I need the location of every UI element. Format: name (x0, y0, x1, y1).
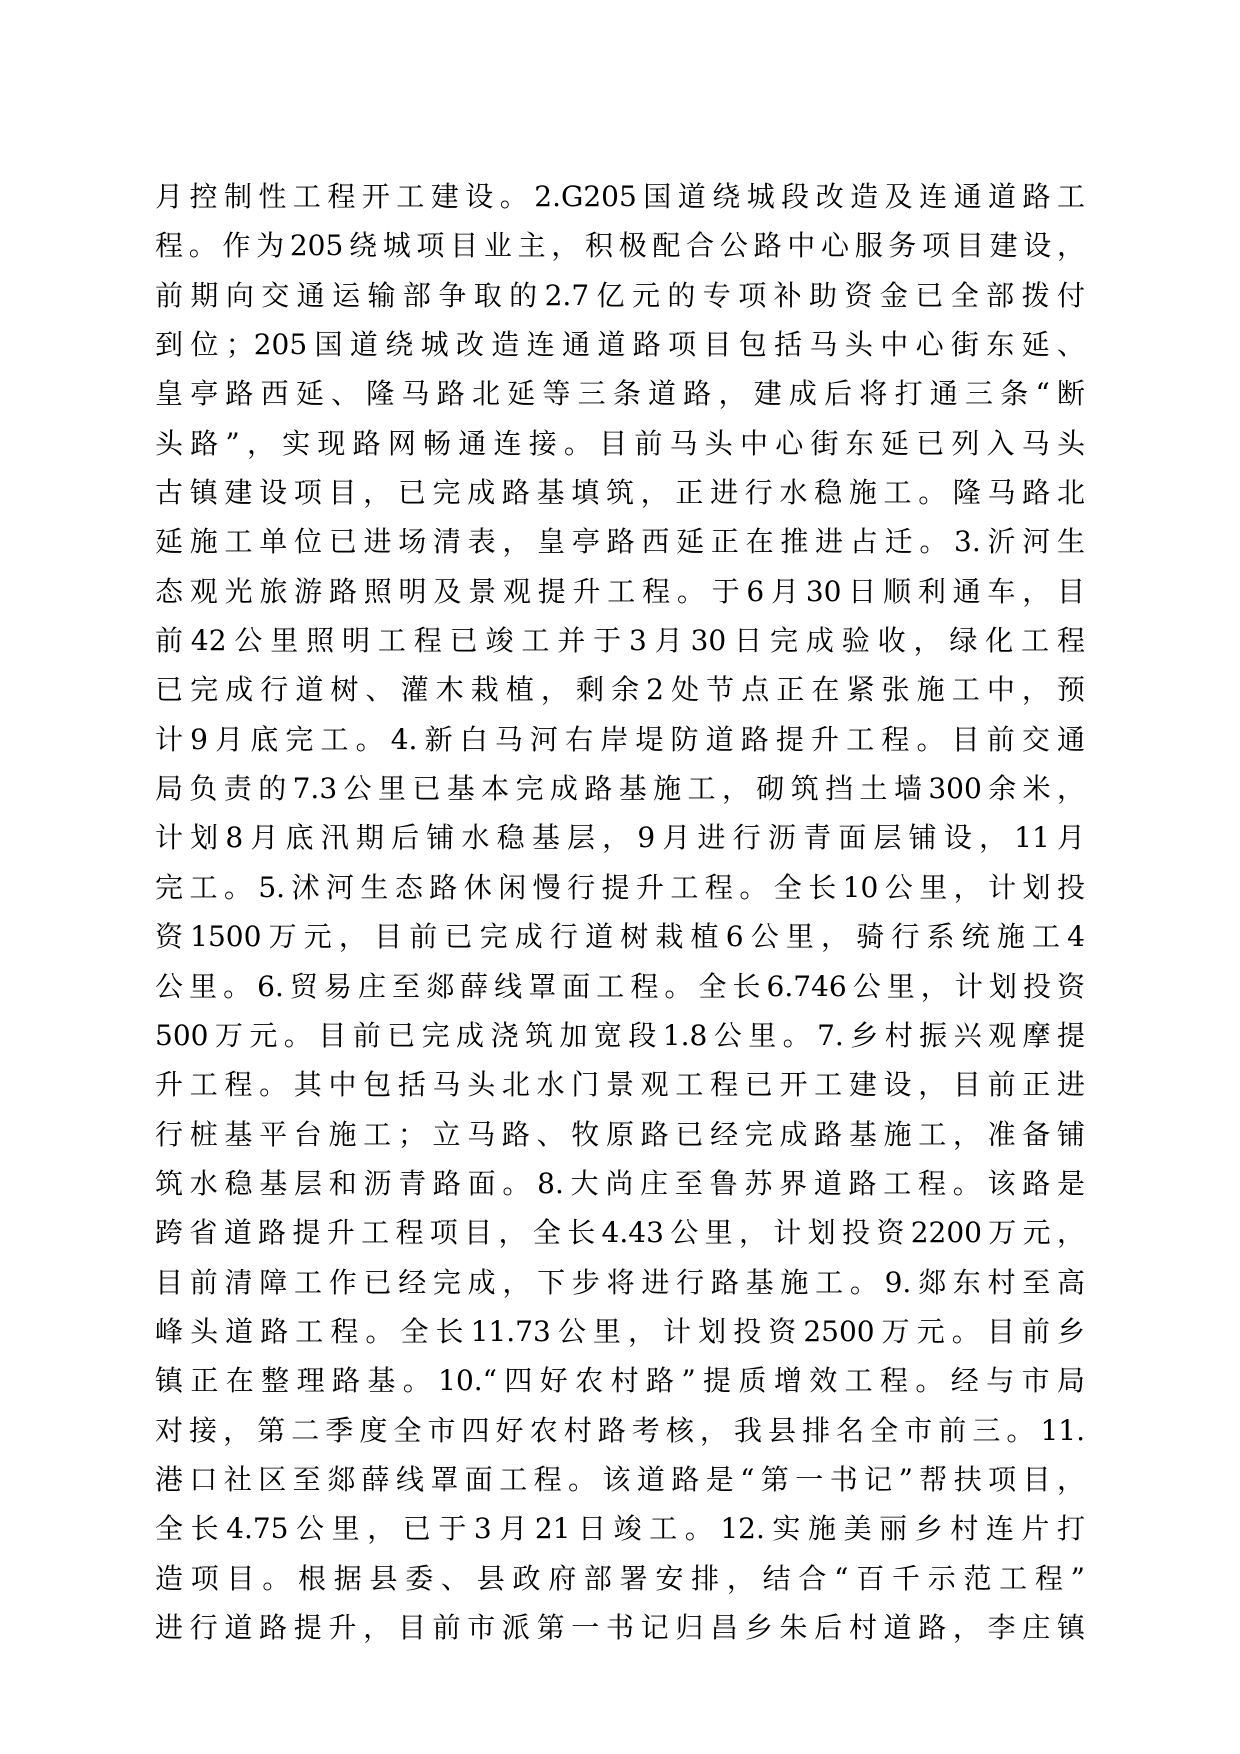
text-line-21: 筑水稳基层和沥青路面。8.大尚庄至鲁苏界道路工程。该路是 (155, 1166, 1085, 1200)
text-line-14: 计划8月底汛期后铺水稳基层，9月进行沥青面层铺设，11月 (155, 821, 1085, 855)
text-line-17: 公里。6.贸易庄至郯薛线罩面工程。全长6.746公里，计划投资 (155, 969, 1085, 1003)
text-line-13: 局负责的7.3公里已基本完成路基施工，砌筑挡土墙300余米， (155, 772, 1085, 806)
text-line-12: 计9月底完工。4.新白马河右岸堤防道路提升工程。目前交通 (155, 722, 1085, 756)
text-line-8: 延施工单位已进场清表，皇亭路西延正在推进占迁。3.沂河生 (155, 525, 1085, 559)
text-line-7: 古镇建设项目，已完成路基填筑，正进行水稳施工。隆马路北 (155, 476, 1085, 510)
text-line-26: 对接，第二季度全市四好农村路考核，我县排名全市前三。11. (155, 1413, 1085, 1447)
text-line-18: 500万元。目前已完成浇筑加宽段1.8公里。7.乡村振兴观摩提 (155, 1018, 1085, 1052)
text-line-27: 港口社区至郯薛线罩面工程。该道路是“第一书记”帮扶项目， (155, 1462, 1085, 1496)
text-line-10: 前42公里照明工程已竣工并于3月30日完成验收，绿化工程 (155, 624, 1085, 658)
text-line-25: 镇正在整理路基。10.“四好农村路”提质增效工程。经与市局 (155, 1364, 1085, 1398)
text-line-22: 跨省道路提升工程项目，全长4.43公里，计划投资2200万元， (155, 1216, 1085, 1250)
text-line-29: 造项目。根据县委、县政府部署安排，结合“百千示范工程” (155, 1561, 1085, 1595)
body-text (155, 172, 1085, 1652)
text-line-16: 资1500万元，目前已完成行道树栽植6公里，骑行系统施工4 (155, 920, 1085, 954)
text-line-15: 完工。5.沭河生态路休闲慢行提升工程。全长10公里，计划投 (155, 870, 1085, 904)
text-line-11: 已完成行道树、灌木栽植，剩余2处节点正在紧张施工中，预 (155, 673, 1085, 707)
text-line-19: 升工程。其中包括马头北水门景观工程已开工建设，目前正进 (155, 1068, 1085, 1102)
text-line-4: 到位；205国道绕城改造连通道路项目包括马头中心街东延、 (155, 328, 1085, 362)
text-line-5: 皇亭路西延、隆马路北延等三条道路，建成后将打通三条“断 (155, 377, 1085, 411)
text-line-6: 头路”，实现路网畅通连接。目前马头中心街东延已列入马头 (155, 426, 1085, 460)
text-line-2: 程。作为205绕城项目业主，积极配合公路中心服务项目建设， (155, 229, 1085, 263)
text-line-3: 前期向交通运输部争取的2.7亿元的专项补助资金已全部拨付 (155, 278, 1085, 312)
text-line-28: 全长4.75公里，已于3月21日竣工。12.实施美丽乡村连片打 (155, 1512, 1085, 1546)
text-line-23: 目前清障工作已经完成，下步将进行路基施工。9.郯东村至高 (155, 1265, 1085, 1299)
text-line-9: 态观光旅游路照明及景观提升工程。于6月30日顺利通车，目 (155, 574, 1085, 608)
text-line-24: 峰头道路工程。全长11.73公里，计划投资2500万元。目前乡 (155, 1314, 1085, 1348)
text-line-1: 月控制性工程开工建设。2.G205国道绕城段改造及连通道路工 (155, 180, 1085, 213)
text-line-30: 进行道路提升，目前市派第一书记归昌乡朱后村道路，李庄镇 (155, 1610, 1085, 1644)
text-line-20: 行桩基平台施工；立马路、牧原路已经完成路基施工，准备铺 (155, 1117, 1085, 1151)
